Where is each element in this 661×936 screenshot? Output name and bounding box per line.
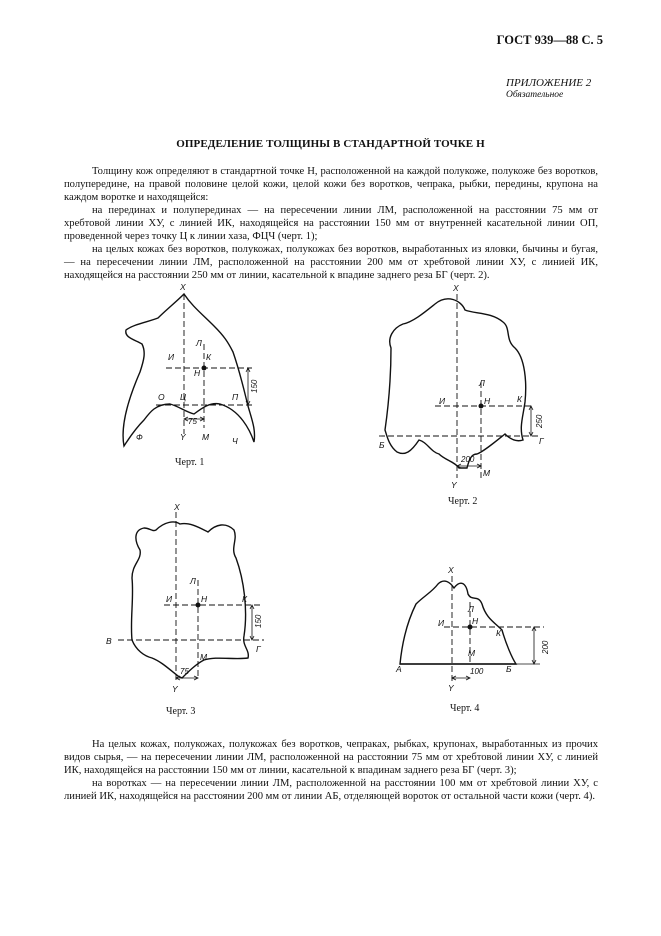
hide-outline <box>385 299 526 468</box>
label-i: И <box>439 396 446 406</box>
label-l: Л <box>479 378 485 388</box>
point-h <box>202 366 207 371</box>
label-m: М <box>200 652 208 662</box>
dim-150: 150 <box>254 614 263 628</box>
page-header: ГОСТ 939—88 С. 5 <box>496 33 603 47</box>
dim-200: 200 <box>461 455 475 464</box>
label-x: Х <box>174 502 180 512</box>
label-y: Y <box>451 480 457 490</box>
figure-1-caption: Черт. 1 <box>175 457 205 468</box>
label-n: Н <box>484 396 491 406</box>
dim-150: 150 <box>250 379 259 393</box>
label-o: О <box>158 392 165 402</box>
label-k: К <box>496 628 502 638</box>
label-g: Г <box>256 644 261 654</box>
paragraph: на перединах и полуперединах — на пересечении линии ЛМ, расположенной на расстоянии 75 мм от хребтовой линии ХУ, с линией ИК, находящейся на расстоянии 150 мм от внутренней касательной линии ОП, проведенной через точку Ц к линии хаза, ФЦЧ (черт. 1); <box>64 205 598 242</box>
label-g: Г <box>539 436 544 446</box>
label-l: Л <box>196 338 202 348</box>
label-f: Ф <box>136 432 143 442</box>
figure-3-caption: Черт. 3 <box>166 706 196 717</box>
paragraph: Толщину кож определяют в стандартной точке Н, расположенной на каждой полукоже, полукоже без воротков, полупередине, на правой половине целой кожи, целой кожи без воротков, чепрака, рыбки, передины, крупона на каждом воротке и находящейся: <box>64 166 598 203</box>
label-n: Н <box>201 594 208 604</box>
label-a: А <box>396 664 402 674</box>
label-m: М <box>202 432 210 442</box>
label-l: Л <box>190 576 196 586</box>
label-i: И <box>438 618 445 628</box>
label-y: Y <box>180 432 186 442</box>
figure-2 <box>375 282 555 492</box>
label-x: Х <box>448 565 454 575</box>
label-m: М <box>483 468 491 478</box>
point-h <box>196 603 201 608</box>
figure-1 <box>120 280 280 450</box>
label-k: К <box>242 594 248 604</box>
figure-2-caption: Черт. 2 <box>448 496 478 507</box>
label-n: Н <box>194 368 201 378</box>
label-b: Б <box>379 440 385 450</box>
paragraph: на воротках — на пересечении линии ЛМ, расположенной на расстоянии 100 мм от хребтовой линии ХУ, с линией ИК, находящейся на расстоянии 200 мм от линии АБ, отделяющей вороток от остальной части кожи (черт. 4). <box>64 778 598 802</box>
collar-outline <box>400 581 516 664</box>
appendix-title: ПРИЛОЖЕНИЕ 2 <box>506 77 592 89</box>
hide-outline <box>131 522 248 678</box>
label-i: И <box>166 594 173 604</box>
section-title: ОПРЕДЕЛЕНИЕ ТОЛЩИНЫ В СТАНДАРТНОЙ ТОЧКЕ Н <box>176 138 485 150</box>
dim-100: 100 <box>470 667 484 676</box>
label-y: Y <box>172 684 178 694</box>
label-l: Л <box>468 604 474 614</box>
paragraph: На целых кожах, полукожах, полукожах без воротков, чепраках, рыбках, крупонах, выработанных из прочих видов сырья, — на пересечении линии ЛМ, расположенной на расстоянии 75 мм от хребтовой линии ХУ, с линией ИК, находящейся на расстоянии 150 мм от линии, касательной к впадинам заднего реза БГ (черт. 3); <box>64 739 598 776</box>
dim-200: 200 <box>541 640 550 654</box>
dim-250: 250 <box>535 414 544 428</box>
label-ch: Ч <box>232 436 238 446</box>
appendix-label <box>506 77 591 101</box>
label-i: И <box>168 352 175 362</box>
figure-3 <box>104 500 280 700</box>
label-x: Х <box>453 283 459 293</box>
figure-4 <box>394 564 560 694</box>
label-m: М <box>468 648 476 658</box>
intro-text <box>64 165 598 282</box>
dim-75: 75 <box>188 417 197 426</box>
conclusion-text <box>64 738 598 803</box>
label-b: Б <box>506 664 512 674</box>
label-n: Н <box>472 616 479 626</box>
point-h <box>479 404 484 409</box>
paragraph: на целых кожах без воротков, полукожах, полукожах без воротков, выработанных из яловки, бычины и бугая, — на пересечении линии ЛМ, расположенной на расстоянии 200 мм от хребтовой линии ХУ, с линией ИК, находящейся на расстоянии 250 мм от линии, касательной к впадине заднего реза БГ (черт. 2). <box>64 244 598 281</box>
label-k: К <box>206 352 212 362</box>
label-k: К <box>517 394 523 404</box>
figure-4-caption: Черт. 4 <box>450 703 480 714</box>
label-v: В <box>106 636 112 646</box>
appendix-subtitle: Обязательное <box>506 90 564 100</box>
label-c: Ц <box>180 392 187 402</box>
label-x: Х <box>180 282 186 292</box>
label-y: Y <box>448 683 454 693</box>
dim-75: 75 <box>180 667 189 676</box>
label-p: П <box>232 392 239 402</box>
